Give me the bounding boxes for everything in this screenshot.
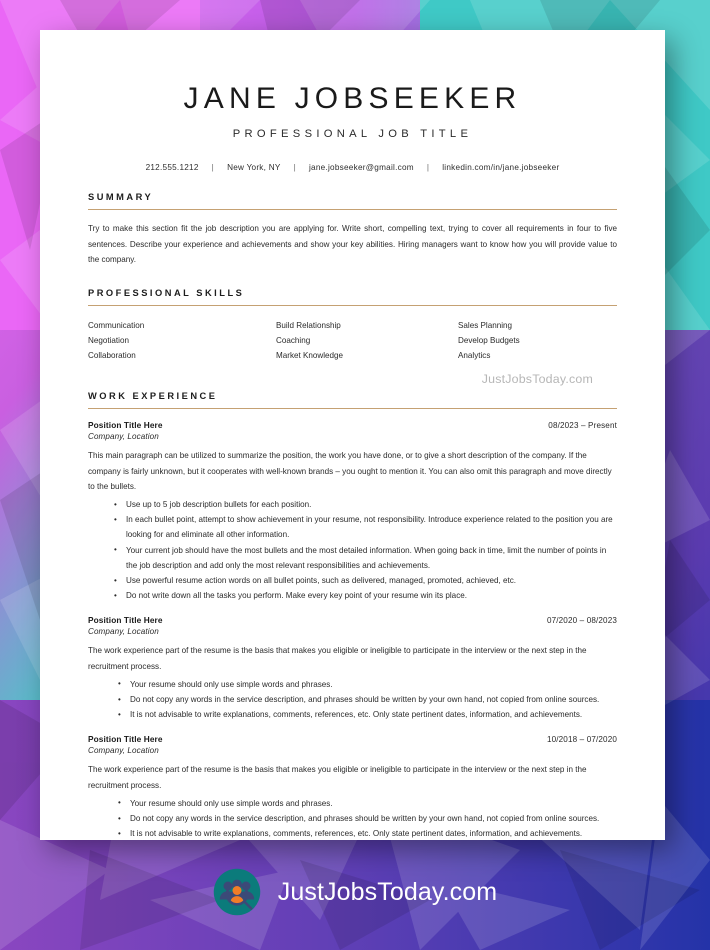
job-company: Company, Location bbox=[88, 432, 159, 442]
job-bullet: • It is not advisable to write explanations, comments, references, etc. Only state pertinent dates, information, and achievements. bbox=[116, 826, 617, 841]
job-title: Position Title Here bbox=[88, 420, 163, 431]
job-company: Company, Location bbox=[88, 746, 159, 756]
job-dates: 07/2020 – 08/2023 bbox=[546, 616, 617, 626]
job-bullet: • In each bullet point, attempt to show achievement in your resume, not responsibility. Introduce experience related to the position you are looking for and eliminate all other information. bbox=[112, 512, 617, 542]
skills-grid bbox=[88, 318, 617, 364]
footer-brand bbox=[0, 868, 710, 916]
skill-item: Sales Planning bbox=[458, 320, 512, 330]
work-section-title: WORK EXPERIENCE bbox=[88, 391, 218, 402]
summary-text: Try to make this section fit the job description you are applying for. Write short, compelling text, trying to cover all requirements in four to five sentences. Describe your experience and achievements and show your key abilities. Hiring managers want to know how you will provide value to the company. bbox=[88, 224, 617, 265]
resume-page bbox=[40, 30, 665, 840]
job-bullet: • Do not copy any words in the service description, and phrases should be written by your own hand, not copied from online sources. bbox=[116, 811, 617, 826]
section-divider bbox=[88, 209, 617, 210]
job-bullet: • Use up to 5 job description bullets for each position. bbox=[112, 497, 617, 512]
job-title: Position Title Here bbox=[88, 734, 163, 745]
skill-item: Market Knowledge bbox=[276, 351, 344, 361]
job-header bbox=[88, 420, 617, 430]
skill-item: Build Relationship bbox=[276, 320, 341, 330]
job-bullet: • Your resume should only use simple words and phrases. bbox=[116, 796, 617, 811]
job-entry bbox=[88, 420, 617, 603]
work-experience-section bbox=[88, 391, 617, 841]
contact-location: New York, NY bbox=[227, 163, 281, 172]
contact-email[interactable]: jane.jobseeker@gmail.com bbox=[308, 163, 414, 172]
job-title: Position Title Here bbox=[88, 615, 163, 626]
contact-separator: | bbox=[293, 163, 296, 172]
brand-text: JustJobsToday.com bbox=[277, 877, 498, 906]
watermark: JustJobsToday.com bbox=[481, 372, 593, 387]
summary-section bbox=[88, 192, 617, 268]
people-search-logo-icon bbox=[213, 868, 261, 916]
skill-item: Coaching bbox=[276, 335, 311, 345]
job-bullet: • Your resume should only use simple words and phrases. bbox=[116, 677, 617, 692]
job-bullet-list bbox=[88, 677, 617, 723]
contact-separator: | bbox=[211, 163, 215, 172]
jobs-list bbox=[88, 420, 617, 841]
section-divider bbox=[88, 305, 617, 306]
job-bullet: • Do not write down all the tasks you perform. Make every key point of your resume win its place. bbox=[112, 588, 617, 603]
job-bullet-list bbox=[88, 796, 617, 842]
skill-item: Analytics bbox=[458, 351, 491, 361]
skills-section-title: PROFESSIONAL SKILLS bbox=[88, 287, 245, 298]
contact-separator: | bbox=[426, 163, 430, 172]
job-dates: 10/2018 – 07/2020 bbox=[546, 735, 617, 745]
contact-linkedin[interactable]: linkedin.com/in/jane.jobseeker bbox=[442, 163, 560, 172]
job-entry bbox=[88, 615, 617, 722]
job-entry bbox=[88, 734, 617, 841]
job-bullet-list bbox=[88, 497, 617, 603]
page-title: JANE JOBSEEKER bbox=[183, 82, 522, 115]
skill-item: Negotiation bbox=[88, 335, 129, 345]
contact-phone: 212.555.1212 bbox=[145, 163, 199, 172]
summary-section-title: SUMMARY bbox=[88, 192, 154, 202]
job-header bbox=[88, 734, 617, 744]
job-bullet: • Use powerful resume action words on all bullet points, such as delivered, managed, promoted, achieved, etc. bbox=[112, 573, 617, 588]
job-dates: 08/2023 – Present bbox=[548, 421, 617, 431]
contact-line bbox=[88, 163, 617, 172]
skills-section bbox=[88, 288, 617, 364]
job-description: This main paragraph can be utilized to summarize the position, the work you have done, or to give a short description of the company. If the company is fairly unknown, but it cooperates with well-known brands – you ought to mention it. You can also omit this paragraph and move directly to the bullets. bbox=[88, 451, 612, 491]
job-header bbox=[88, 615, 617, 625]
job-description: The work experience part of the resume is the basis that makes you eligible or ineligible to participate in the interview or the next step in the recruitment process. bbox=[88, 646, 587, 671]
job-bullet: • Your current job should have the most bullets and the most detailed information. When going back in time, limit the number of points in the job description and add only the most relevant responsibilities and achievements. bbox=[112, 543, 617, 573]
job-bullet: • Do not copy any words in the service description, and phrases should be written by your own hand, not copied from online sources. bbox=[116, 692, 617, 707]
job-description: The work experience part of the resume is the basis that makes you eligible or ineligible to participate in the interview or the next step in the recruitment process. bbox=[88, 765, 587, 790]
skill-item: Develop Budgets bbox=[458, 335, 520, 345]
skill-item: Collaboration bbox=[88, 351, 136, 361]
section-divider bbox=[88, 408, 617, 409]
job-bullet: • It is not advisable to write explanations, comments, references, etc. Only state pertinent dates, information, and achievements. bbox=[116, 707, 617, 722]
job-company: Company, Location bbox=[88, 627, 159, 637]
skill-item: Communication bbox=[88, 320, 145, 330]
resume-job-title: PROFESSIONAL JOB TITLE bbox=[232, 128, 473, 140]
